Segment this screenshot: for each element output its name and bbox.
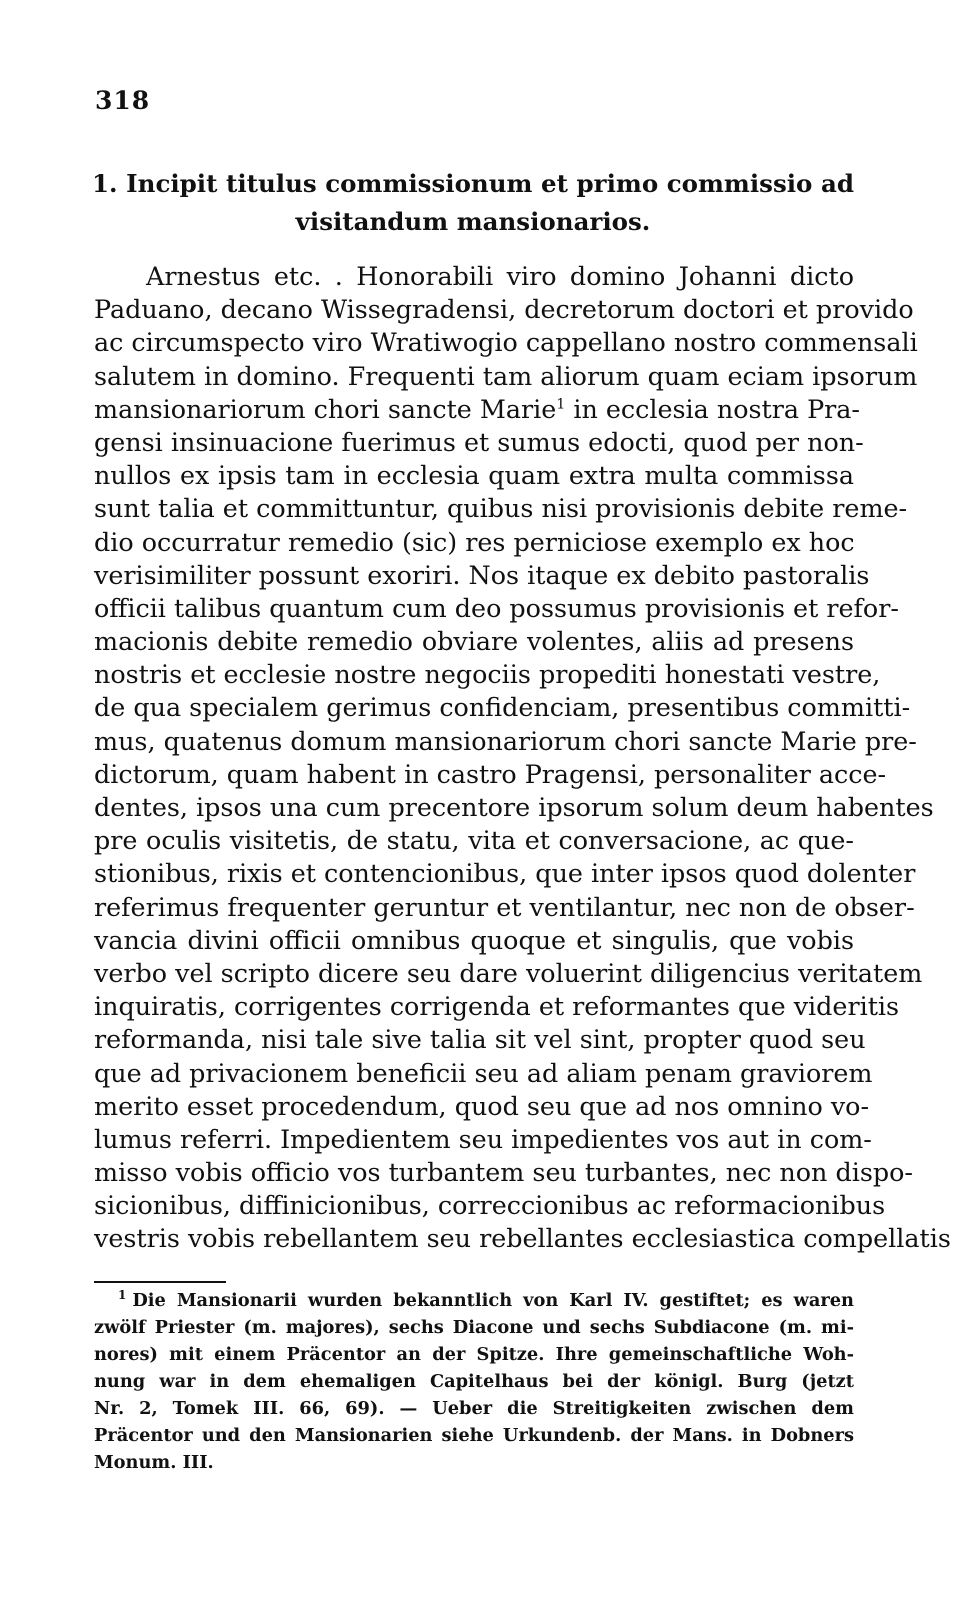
footnote-line (94, 1287, 854, 1314)
footnote-line: nores) mit einem Präcentor an der Spitze. Ihre gemeinschaftliche Woh- (94, 1344, 854, 1365)
body-line: que ad privacionem beneficii seu ad aliam penam graviorem (94, 1057, 873, 1088)
footnote-line: nung war in dem ehemaligen Capitelhaus bei der königl. Burg (jetzt (94, 1371, 854, 1392)
body-line-head: mansionariorum chori sancte Marie (94, 393, 557, 424)
heading-line-2: visitandum mansionarios. (295, 207, 651, 236)
body-line: dentes, ipsos una cum precentore ipsorum solum deum habentes (94, 792, 934, 822)
body-line: verbo vel scripto dicere seu dare voluerint diligencius veritatem (94, 957, 923, 988)
body-line: nullos ex ipsis tam in ecclesia quam extra multa commissa (94, 460, 854, 491)
page-number: 318 (95, 86, 151, 115)
body-text (94, 260, 951, 1256)
body-line: pre oculis visitetis, de statu, vita et conversacione, ac que- (94, 825, 854, 856)
body-line: nostris et ecclesie nostre negociis propediti honestati vestre, (94, 659, 881, 690)
body-line: lumus referri. Impedientem seu impedientes vos aut in com- (94, 1123, 872, 1154)
body-line-tail: in ecclesia nostra Pra- (573, 393, 861, 424)
body-line: referimus frequenter geruntur et ventilantur, nec non de obser- (94, 891, 915, 922)
body-line: vestris vobis rebellantem seu rebellantes ecclesiastica compellatis (94, 1223, 951, 1254)
body-line: vancia divini officii omnibus quoque et singulis, que vobis (94, 924, 854, 955)
body-line: gensi insinuacione fuerimus et sumus edocti, quod per non- (94, 426, 864, 457)
body-line: misso vobis officio vos turbantem seu turbantes, nec non dispo- (94, 1157, 913, 1188)
body-line: merito esset procedendum, quod seu que ad nos omnino vo- (94, 1090, 870, 1121)
body-line: verisimiliter possunt exoriri. Nos itaque ex debito pastoralis (94, 559, 870, 590)
body-line: inquiratis, corrigentes corrigenda et reformantes que videritis (94, 991, 900, 1022)
body-line: dictorum, quam habent in castro Pragensi, personaliter acce- (94, 758, 887, 789)
body-line: dio occurratur remedio (sic) res perniciose exemplo ex hoc (94, 526, 855, 557)
body-line: de qua specialem gerimus confidenciam, presentibus committi- (94, 692, 911, 723)
body-line: stionibus, rixis et contencionibus, que inter ipsos quod dolenter (94, 858, 916, 889)
footnote-block (94, 1287, 854, 1476)
body-line: mus, quatenus domum mansionariorum chori sancte Marie pre- (94, 725, 917, 756)
footnote-line: zwölf Priester (m. majores), sechs Diacone und sechs Subdiacone (m. mi- (94, 1317, 854, 1338)
footnote-line: Nr. 2, Tomek III. 66, 69). — Ueber die Streitigkeiten zwischen dem (94, 1398, 854, 1419)
body-line: sunt talia et committuntur, quibus nisi provisionis debite reme- (94, 493, 908, 524)
body-line: ac circumspecto viro Wratiwogio cappellano nostro commensali (94, 327, 918, 358)
footnote-line: Präcentor und den Mansionarien siehe Urkundenb. der Mans. in Dobners (94, 1425, 854, 1446)
body-line: salutem in domino. Frequenti tam aliorum quam eciam ipsorum (94, 360, 918, 391)
body-line: officii talibus quantum cum deo possumus provisionis et refor- (94, 592, 899, 623)
footnote-line: Monum. III. (94, 1452, 214, 1473)
body-line: Arnestus etc. . Honorabili viro domino Johanni dicto (146, 261, 854, 291)
body-line: macionis debite remedio obviare volentes, aliis ad presens (94, 626, 854, 657)
footnote-mark: 1 (118, 1288, 127, 1303)
body-line: reformanda, nisi tale sive talia sit vel sint, propter quod seu (94, 1024, 866, 1055)
section-heading (92, 165, 854, 241)
body-line: sicionibus, diffinicionibus, correccionibus ac reformacionibus (94, 1190, 886, 1221)
body-line-with-footnote-ref (94, 393, 861, 426)
footnote-divider (94, 1281, 226, 1283)
footnote-reference: 1 (556, 396, 566, 413)
heading-line-1: 1. Incipit titulus commissionum et primo commissio ad (92, 169, 854, 198)
body-line: Paduano, decano Wissegradensi, decretorum doctori et provido (94, 294, 914, 325)
footnote-line-text: Die Mansionarii wurden bekanntlich von Karl IV. gestiftet; es waren (132, 1290, 854, 1311)
